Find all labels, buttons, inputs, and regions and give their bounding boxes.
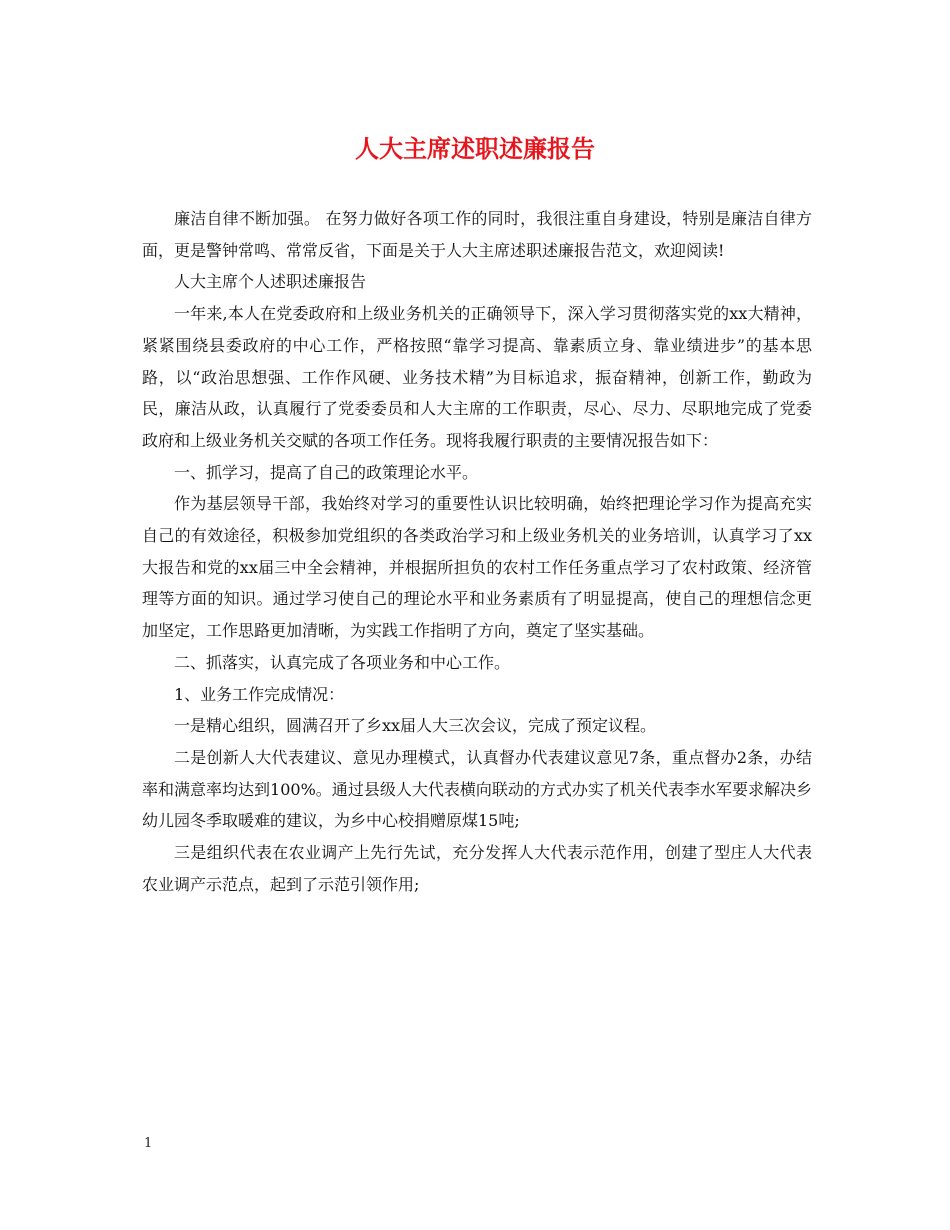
paragraph-study: 作为基层领导干部，我始终对学习的重要性认识比较明确，始终把理论学习作为提高充实自己的有效途径，积极参加党组织的各类政治学习和上级业务机关的业务培训，认真学习了xx大报告和党的xx届三中全会精神，并根据所担负的农村工作任务重点学习了农村政策、经济管理等方面的知识。通过学习使自己的理论水平和业务素质有了明显提高，使自己的理想信念更加坚定，工作思路更加清晰，为实践工作指明了方向，奠定了坚实基础。 [142,494,812,641]
paragraph-item-two: 二是创新人大代表建议、意见办理模式，认真督办代表建议意见7条，重点督办2条，办结率和满意率均达到100%。通过县级人大代表横向联动的方式办实了机关代表李水军要求解决乡幼儿园冬季取暖难的建议，为乡中心校捐赠原煤15吨; [142,747,812,831]
paragraph-item-one: 一是精心组织，圆满召开了乡xx届人大三次会议，完成了预定议程。 [174,716,657,736]
paragraph-subtitle: 人大主席个人述职述廉报告 [174,272,367,292]
document-title: 人大主席述职述廉报告 [355,134,595,163]
page-number: 1 [144,1136,153,1151]
document-body [142,203,812,900]
paragraph-overview: 一年来,本人在党委政府和上级业务机关的正确领导下，深入学习贯彻落实党的xx大精神，紧紧围绕县委政府的中心工作，严格按照“靠学习提高、靠素质立身、靠业绩进步”的基本思路，以“政治思想强、工作作风硬、业务技术精”为目标追求，振奋精神，创新工作，勤政为民，廉洁从政，认真履行了党委委员和人大主席的工作职责，尽心、尽力、尽职地完成了党委政府和上级业务机关交赋的各项工作任务。现将我履行职责的主要情况报告如下： [142,304,812,450]
section-heading-implementation: 二、抓落实，认真完成了各项业务和中心工作。 [174,652,511,672]
paragraph-item-three: 三是组织代表在农业调产上先行先试，充分发挥人大代表示范作用，创建了型庄人大代表农业调产示范点，起到了示范引领作用; [142,843,812,894]
section-heading-study: 一、抓学习，提高了自己的政策理论水平。 [174,462,479,482]
subsection-heading-business: 1、业务工作完成情况： [174,684,345,704]
paragraph-intro: 廉洁自律不断加强。 在努力做好各项工作的同时，我很注重自身建设，特别是廉洁自律方面，更是警钟常鸣、常常反省，下面是关于人大主席述职述廉报告范文，欢迎阅读! [142,209,812,260]
